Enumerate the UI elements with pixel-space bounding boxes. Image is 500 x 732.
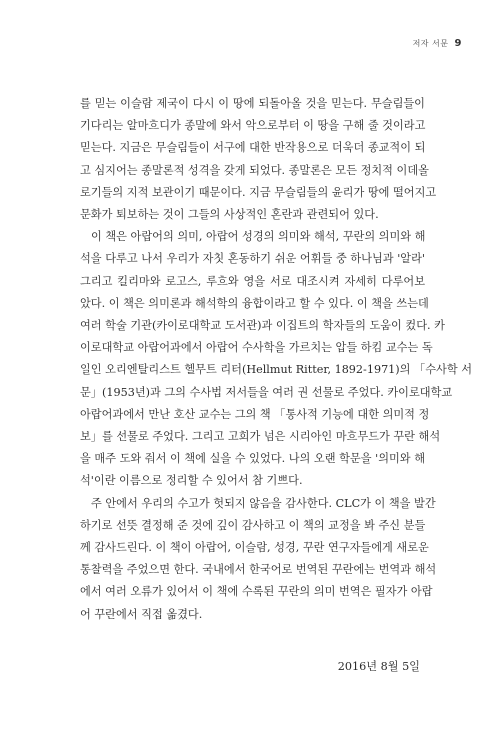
text-line: 아랍어과에서 만난 호산 교수는 그의 책 「통사적 기능에 대한 의미적 정 (80, 407, 430, 421)
paragraph (80, 93, 437, 226)
text-line: 석'이란 이름으로 정리할 수 있어서 참 기쁘다. (80, 474, 303, 488)
text-line: 문화가 퇴보하는 것이 그들의 사상적인 혼란과 관련되어 있다. (80, 208, 379, 222)
text-line: 일인 오리엔탈리스트 헬무트 리터(Hellmut Ritter, 1892-1971)의 「수사학 서 (80, 363, 472, 377)
paragraph (80, 226, 472, 492)
text-line: 이 책은 아랍어의 의미, 아랍어 성경의 의미와 해석, 꾸란의 의미와 해 (91, 230, 426, 244)
text-line: 에서 여러 오류가 있어서 이 책에 수록된 꾸란의 의미 번역은 필자가 아랍 (80, 585, 433, 599)
text-line: 았다. 이 책은 의미론과 해석학의 융합이라고 할 수 있다. 이 책을 쓰는데 (80, 296, 429, 310)
text-line: 께 감사드린다. 이 책이 아랍어, 이슬람, 성경, 꾸란 연구자들에게 새로운 (80, 541, 429, 555)
text-line: 하기로 선뜻 결정해 준 것에 깊이 감사하고 이 책의 교정을 봐 주신 분들 (80, 518, 426, 532)
paragraph (80, 493, 437, 626)
text-line: 을 매주 도와 줘서 이 책에 실을 수 있었다. 나의 오랜 학문을 '의미와 해 (80, 452, 425, 466)
text-line: 여러 학술 기관(카이로대학교 도서관)과 이집트의 학자들의 도움이 컸다. 카 (80, 319, 445, 333)
text-line: 주 안에서 우리의 수고가 헛되지 않음을 감사한다. CLC가 이 책을 발간 (91, 496, 436, 510)
page-number: 9 (454, 38, 462, 49)
text-line: 그리고 킬리마와 로고스, 루흐와 영을 서로 대조시켜 자세히 다루어보 (80, 274, 425, 288)
running-head (413, 38, 462, 49)
text-line: 믿는다. 지금은 무슬림들이 서구에 대한 반작용으로 더욱더 종교적이 되 (80, 141, 426, 155)
text-line: 를 믿는 이슬람 제국이 다시 이 땅에 되돌아올 것을 믿는다. 무슬림들이 (80, 97, 425, 110)
text-line: 보」를 선물로 주었다. 그리고 고희가 넘은 시리아인 마흐무드가 꾸란 해석 (80, 430, 441, 444)
text-line: 기다리는 알마흐디가 종말에 와서 악으로부터 이 땅을 구해 줄 것이라고 (80, 119, 426, 133)
text-line: 석을 다루고 나서 우리가 자칫 혼동하기 쉬운 어휘들 중 하나님과 '알라' (80, 252, 425, 266)
signature-date: 2016년 8월 5일 (337, 660, 420, 673)
section-title: 저자 서문 (412, 39, 449, 48)
text-line: 문」(1953년)과 그의 수사법 저서들을 여러 권 선물로 주었다. 카이로대학교 (80, 385, 453, 399)
text-line: 어 꾸란에서 직접 옮겼다. (80, 607, 203, 621)
body-text (80, 93, 472, 626)
text-line: 통찰력을 주었으면 한다. 국내에서 한국어로 번역된 꾸란에는 번역과 해석 (80, 563, 437, 577)
text-line: 이로대학교 아랍어과에서 아랍어 수사학을 가르치는 압들 하킴 교수는 독 (80, 341, 433, 355)
text-line: 로기들의 지적 보관이기 때문이다. 지금 무슬림들의 윤리가 땅에 떨어지고 (80, 185, 437, 199)
text-line: 고 심지어는 종말론적 성격을 갖게 되었다. 종말론은 모든 정치적 이데올 (80, 163, 429, 177)
